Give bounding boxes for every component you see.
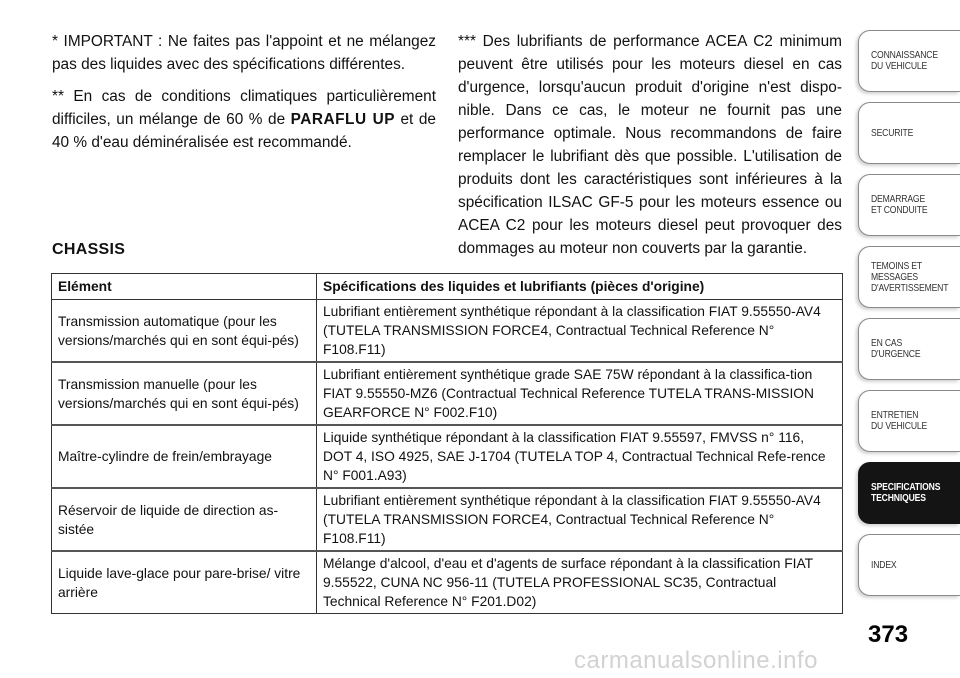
row-specification: Liquide synthétique répondant à la classification FIAT 9.55597, FMVSS n° 116, DOT 4, ISO 4925, SAE J-1704 (TUTELA TOP 4, Contractual Technical Refe-rence N° F001.A93)	[317, 425, 843, 488]
page-number: 373	[868, 621, 909, 648]
row-element: Liquide lave-glace pour pare-brise/ vitre arrière	[52, 551, 317, 614]
tab-label: DEMARRAGE ET CONDUITE	[871, 193, 928, 216]
tab-label: ENTRETIEN DU VEHICULE	[871, 409, 928, 432]
right-notes-column	[458, 30, 842, 269]
watermark: carmanualsonline.info	[574, 647, 818, 674]
tab-label: EN CAS D'URGENCE	[871, 337, 921, 360]
acea-note: *** Des lubrifiants de performance ACEA C2 minimum peuvent être utilisés pour les moteurs diesel en cas d'urgence, lorsqu'aucun produit d'origine n'est dispo-nible. Dans ce cas, le moteur ne fournit pas une performance optimale. Nous recommandons de faire remplacer le lubrifiant dès que possible. L'utilisation de produits dont les caractéristiques sont inférieures à la spécification ILSAC GF-5 pour les moteurs essence ou ACEA C2 pour les moteurs diesel peut provoquer des dommages au moteur non couverts par la garantie.	[458, 33, 842, 257]
tab-demarrage-et-conduite[interactable]	[858, 174, 960, 236]
climate-note	[52, 85, 436, 154]
table-row	[52, 551, 843, 614]
tab-en-cas-d-urgence[interactable]	[858, 318, 960, 380]
table-row	[52, 425, 843, 488]
table-header-row	[52, 274, 843, 300]
tab-connaissance-du-vehicule[interactable]	[858, 30, 960, 92]
tab-entretien-du-vehicule[interactable]	[858, 390, 960, 452]
row-specification: Mélange d'alcool, d'eau et d'agents de surface répondant à la classification FIAT 9.55522, CUNA NC 956-11 (TUTELA PROFESSIONAL SC35, Contractual Technical Reference N° F201.D02)	[317, 551, 843, 614]
tab-label: CONNAISSANCE DU VEHICULE	[871, 49, 938, 72]
table-row	[52, 488, 843, 551]
row-element: Réservoir de liquide de direction as-sistée	[52, 488, 317, 551]
row-element: Maître-cylindre de frein/embrayage	[52, 425, 317, 488]
header-specification: Spécifications des liquides et lubrifiants (pièces d'origine)	[317, 274, 843, 300]
section-title: CHASSIS	[52, 241, 126, 258]
table-row	[52, 300, 843, 363]
coolant-brand: PARAFLU UP	[290, 111, 395, 128]
climate-note-end: et de 40 % d'eau déminéralisée est recommandé.	[52, 111, 436, 151]
header-element: Elément	[52, 274, 317, 300]
row-element: Transmission automatique (pour les versions/marchés qui en sont équi-pés)	[52, 300, 317, 363]
tab-temoins-et-messages[interactable]	[858, 246, 960, 308]
row-specification: Lubrifiant entièrement synthétique répondant à la classification FIAT 9.55550-AV4 (TUTELA TRANSMISSION FORCE4, Contractual Technical Reference N° F108.F11)	[317, 488, 843, 551]
important-note: * IMPORTANT : Ne faites pas l'appoint et ne mélangez pas des liquides avec des spécifications différentes.	[52, 33, 436, 73]
tab-label: INDEX	[871, 558, 897, 571]
chassis-specs-table	[51, 273, 843, 614]
row-element: Transmission manuelle (pour les versions/marchés qui en sont équi-pés)	[52, 362, 317, 425]
chapter-tabs	[858, 30, 960, 606]
tab-specifications-techniques[interactable]	[858, 462, 960, 524]
table-row	[52, 362, 843, 425]
left-notes-column	[52, 30, 436, 163]
tab-label: SECURITE	[871, 126, 914, 139]
tab-index[interactable]	[858, 534, 960, 596]
tab-securite[interactable]	[858, 102, 960, 164]
tab-label: SPECIFICATIONS TECHNIQUES	[871, 481, 941, 504]
row-specification: Lubrifiant entièrement synthétique répondant à la classification FIAT 9.55550-AV4 (TUTELA TRANSMISSION FORCE4, Contractual Technical Reference N° F108.F11)	[317, 300, 843, 363]
climate-note-start: ** En cas de conditions climatiques particulièrement difficiles, un mélange de 60 % de	[52, 88, 436, 128]
tab-label: TEMOINS ET MESSAGES D'AVERTISSEMENT	[871, 259, 949, 294]
row-specification: Lubrifiant entièrement synthétique grade SAE 75W répondant à la classifica-tion FIAT 9.55550-MZ6 (Contractual Technical Reference TUTELA TRANS-MISSION GEARFORCE N° F002.F10)	[317, 362, 843, 425]
